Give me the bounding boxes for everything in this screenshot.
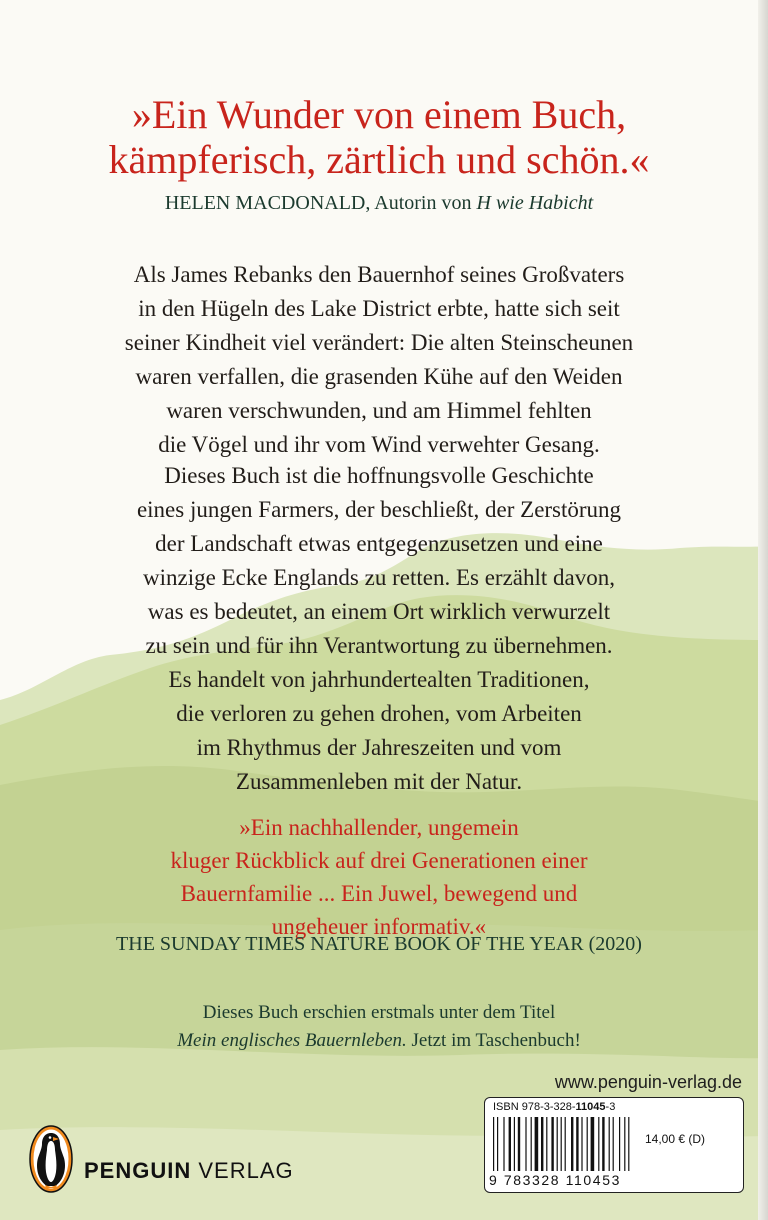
penguin-logo-icon [28, 1124, 74, 1194]
text-line: Als James Rebanks den Bauernhof seines Großvaters [133, 262, 625, 287]
quote-line: »Ein nachhallender, ungemein [239, 815, 519, 840]
review-source: THE SUNDAY TIMES NATURE BOOK OF THE YEAR (2020) [116, 933, 642, 955]
barcode-bars [491, 1117, 633, 1171]
quote-line: kluger Rückblick auf drei Generationen einer [170, 848, 588, 873]
text-line: die verloren zu gehen drohen, vom Arbeiten [176, 701, 582, 726]
attribution-book: H wie Habicht [476, 192, 594, 214]
edition-line-2 [0, 1027, 758, 1055]
isbn-number [493, 1101, 615, 1113]
edition-line-1: Dieses Buch erschien erstmals unter dem Titel [202, 1002, 556, 1023]
isbn-prefix: ISBN 978-3-328- [493, 1101, 576, 1113]
text-line: eines jungen Farmers, der beschließt, der Zerstörung [136, 497, 622, 522]
publisher-name-regular: VERLAG [191, 1158, 294, 1183]
text-line: waren verfallen, die grasenden Kühe auf den Weiden [135, 364, 623, 389]
barcode-label [484, 1097, 744, 1193]
text-line: winzige Ecke Englands zu retten. Es erzählt davon, [143, 565, 615, 590]
publisher-website[interactable]: www.penguin-verlag.de [554, 1072, 742, 1092]
cover-edge [758, 0, 768, 1220]
barcode-digits: 9 783328 110453 [489, 1172, 621, 1188]
description-paragraph-1 [0, 258, 758, 462]
isbn-bold-part: 11045 [575, 1101, 606, 1113]
headline-line: »Ein Wunder von einem Buch, [131, 92, 627, 137]
text-line: in den Hügeln des Lake District erbte, hatte sich seit [138, 296, 620, 321]
text-line: im Rhythmus der Jahreszeiten und vom [196, 735, 562, 760]
attribution-role: , Autorin von [365, 192, 477, 214]
headline-quote [0, 92, 758, 182]
text-line: zu sein und für ihn Verantwortung zu übernehmen. [145, 633, 613, 658]
review-quote [0, 811, 758, 943]
text-line: Dieses Buch ist die hoffnungsvolle Geschichte [164, 463, 594, 488]
text-line: die Vögel und ihr vom Wind verwehter Gesang. [158, 432, 600, 457]
description-paragraph-2 [0, 459, 758, 799]
text-line: der Landschaft etwas entgegenzusetzen und eine [155, 531, 603, 556]
quote-line: Bauernfamilie ... Ein Juwel, bewegend und [180, 881, 578, 906]
publisher-name-bold: PENGUIN [84, 1158, 192, 1183]
price-label: 14,00 € (D) [645, 1132, 706, 1146]
text-line: seiner Kindheit viel verändert: Die alten Steinscheunen [124, 330, 634, 355]
original-title: Mein englisches Bauernleben. [177, 1030, 407, 1051]
publisher-name [84, 1158, 294, 1184]
text-line: Es handelt von jahrhundertealten Traditionen, [168, 667, 590, 692]
attribution-name: HELEN MACDONALD [164, 192, 366, 214]
headline-line: kämpferisch, zärtlich und schön.« [108, 137, 650, 182]
edition-note [0, 999, 758, 1055]
quote-attribution [0, 192, 758, 215]
quote-line: ungeheuer informativ.« [271, 914, 487, 939]
text-line: waren verschwunden, und am Himmel fehlten [166, 398, 592, 423]
isbn-suffix: -3 [605, 1101, 616, 1113]
text-line: was es bedeutet, an einem Ort wirklich verwurzelt [147, 599, 611, 624]
text-line: Zusammenleben mit der Natur. [235, 769, 523, 794]
edition-line-2-rest: Jetzt im Taschenbuch! [406, 1030, 581, 1051]
